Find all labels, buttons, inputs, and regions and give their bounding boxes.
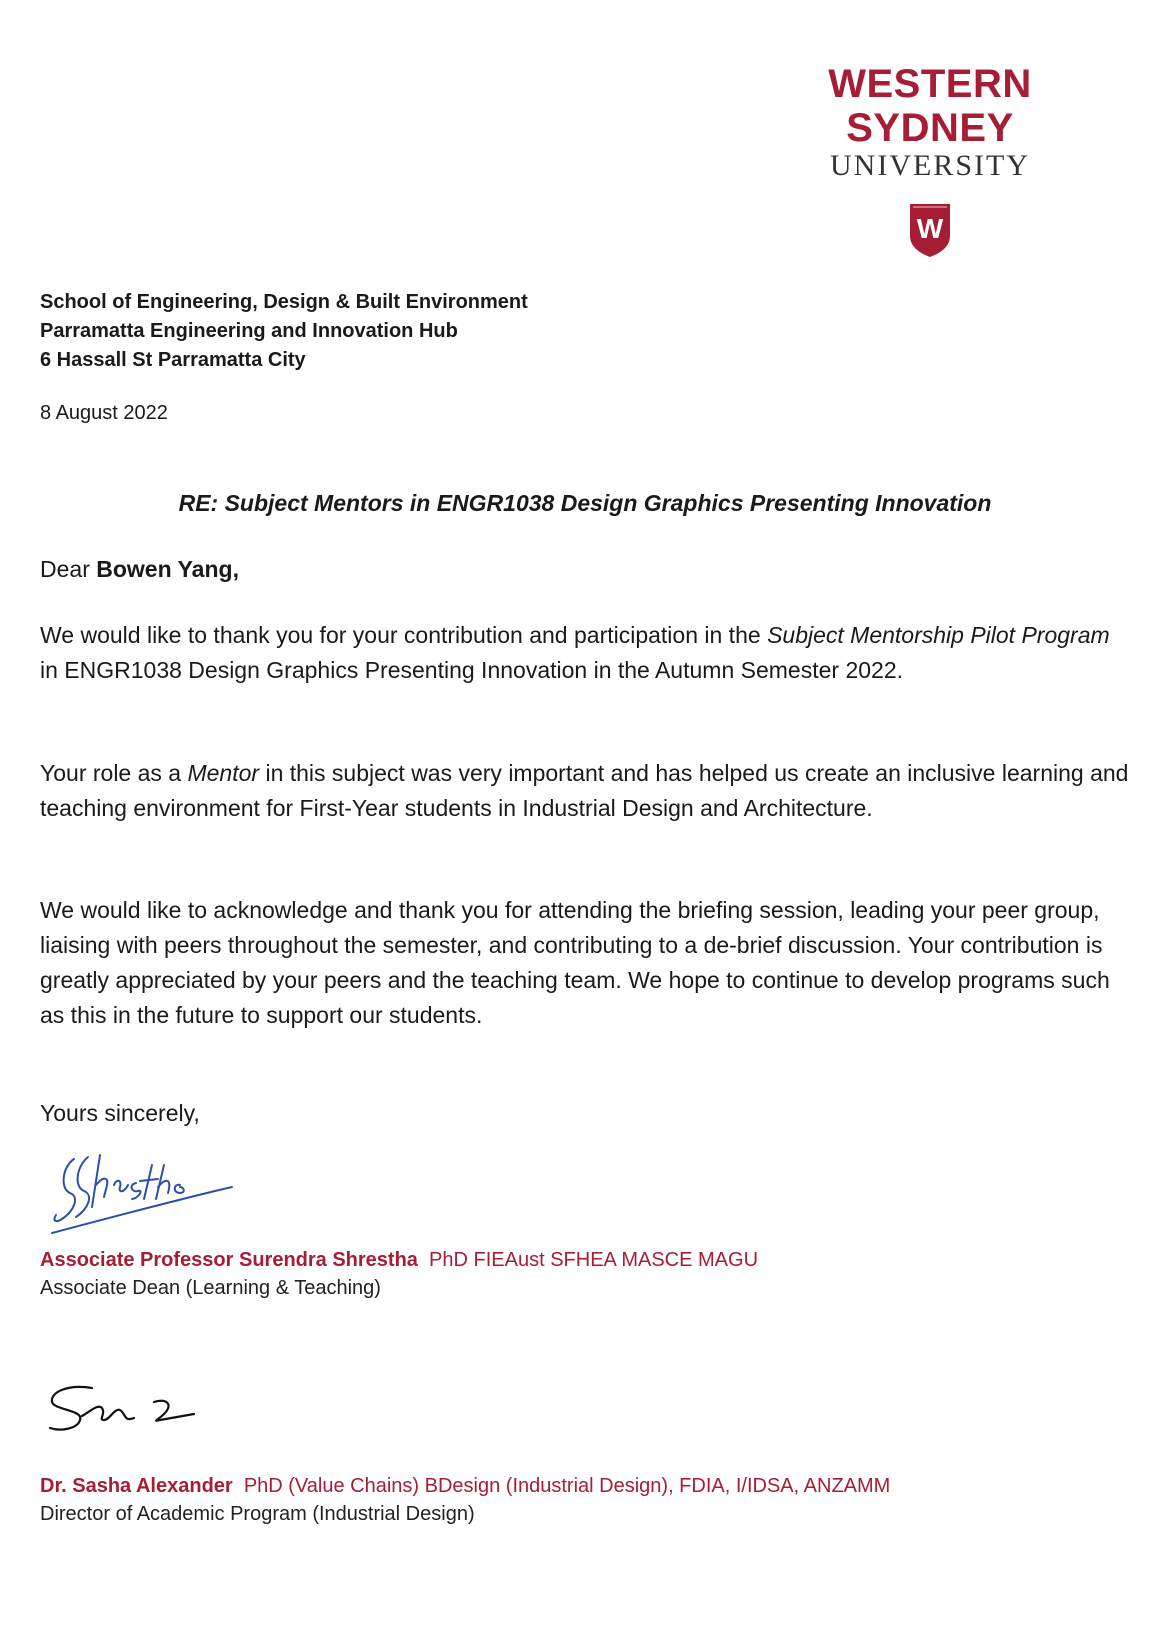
signatory-1-name: Associate Professor Surendra Shrestha [40, 1249, 418, 1271]
signatory-2 [40, 1472, 890, 1528]
shield-letter: W [916, 213, 944, 244]
signatory-1 [40, 1246, 758, 1302]
shield-icon [908, 202, 952, 258]
university-logo [740, 62, 1120, 258]
school-address [40, 288, 528, 375]
letter-date: 8 August 2022 [40, 402, 168, 424]
salutation-greeting: Dear [40, 556, 97, 582]
signature-alexander [40, 1380, 205, 1440]
signatory-2-role: Director of Academic Program (Industrial Design) [40, 1503, 475, 1525]
logo-wordmark-top: WESTERN SYDNEY [828, 62, 1032, 150]
closing: Yours sincerely, [40, 1100, 200, 1126]
mentor-role: Mentor [187, 760, 260, 786]
salutation [40, 552, 1130, 587]
signatory-2-qualifications: PhD (Value Chains) BDesign (Industrial Design), FDIA, I/IDSA, ANZAMM [243, 1475, 891, 1497]
signatory-1-role: Associate Dean (Learning & Teaching) [40, 1277, 381, 1299]
address-line-2: Parramatta Engineering and Innovation Hub [40, 320, 458, 342]
paragraph-1-text: We would like to thank you for your contribution and participation in the [40, 622, 768, 648]
signatory-2-name: Dr. Sasha Alexander [40, 1475, 233, 1497]
paragraph-1 [40, 618, 1130, 688]
paragraph-1-text-end: in ENGR1038 Design Graphics Presenting Innovation in the Autumn Semester 2022. [40, 657, 903, 683]
recipient-name: Bowen Yang, [96, 556, 239, 582]
address-line-3: 6 Hassall St Parramatta City [40, 349, 306, 371]
paragraph-3: We would like to acknowledge and thank you for attending the briefing session, leading your peer group, liaising with peers throughout the semester, and contributing to a de-brief discussion. Your contribution is greatly appreciated by your peers and the teaching team. We hope to continue to develop programs such as this in the future to support our students. [40, 897, 1110, 1028]
signature-shrestha [40, 1145, 240, 1240]
program-name: Subject Mentorship Pilot Program [767, 622, 1110, 648]
paragraph-2-text: Your role as a [40, 760, 188, 786]
signatory-1-qualifications: PhD FIEAust SFHEA MASCE MAGU [429, 1249, 759, 1271]
logo-wordmark-bottom: UNIVERSITY [830, 149, 1030, 182]
letter-subject: RE: Subject Mentors in ENGR1038 Design Graphics Presenting Innovation [178, 490, 992, 516]
paragraph-2-text-end: in this subject was very important and has helped us create an inclusive learning and teaching environment for First-Year students in Industrial Design and Architecture. [40, 760, 1129, 821]
address-line-1: School of Engineering, Design & Built Environment [40, 291, 528, 313]
paragraph-2 [40, 756, 1130, 826]
